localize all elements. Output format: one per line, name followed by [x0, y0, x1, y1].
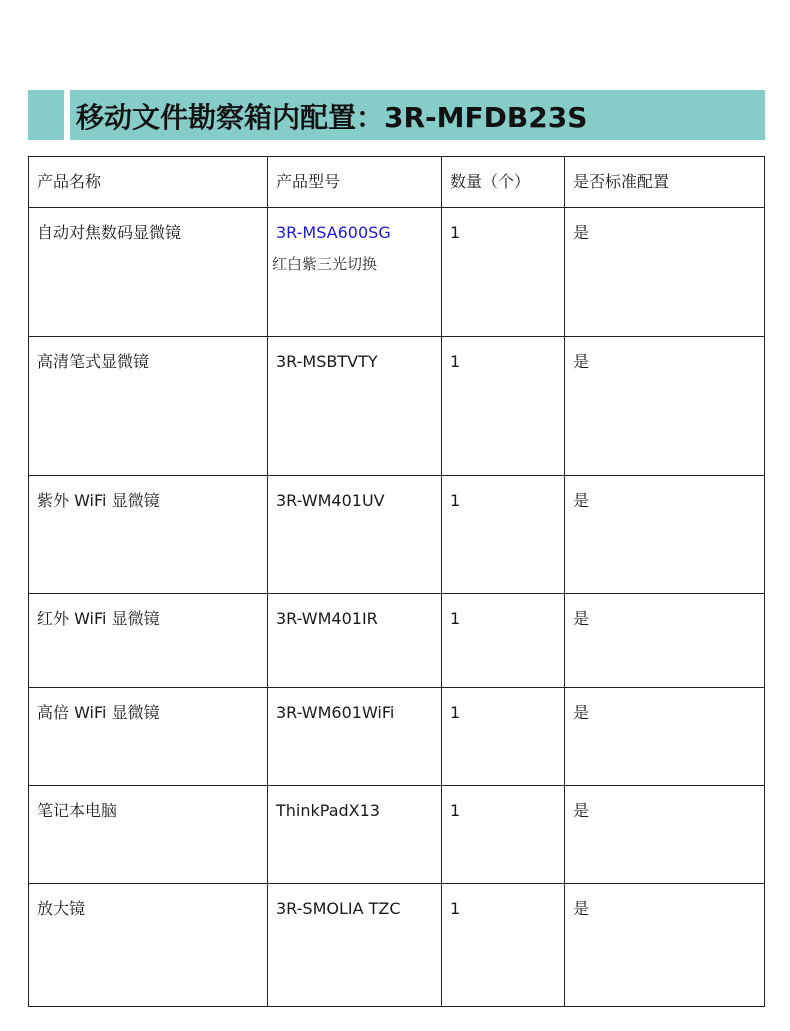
- cell-product-model: 3R-WM401IR: [268, 594, 442, 688]
- header-standard-config: 是否标准配置: [565, 157, 765, 208]
- table-row: [29, 476, 765, 594]
- cell-product-name: 红外 WiFi 显微镜: [29, 594, 268, 688]
- configuration-table: [28, 156, 765, 1007]
- cell-product-model: [268, 208, 442, 337]
- cell-quantity: 1: [442, 594, 565, 688]
- model-note: 红白紫三光切换: [272, 255, 378, 273]
- cell-product-model: 3R-WM401UV: [268, 476, 442, 594]
- cell-product-name: 自动对焦数码显微镜: [29, 208, 268, 337]
- cell-quantity: 1: [442, 337, 565, 476]
- page-title: 移动文件勘察箱内配置：3R-MFDB23S: [76, 101, 588, 134]
- cell-product-model: 3R-SMOLIA TZC: [268, 884, 442, 1007]
- cell-product-model: 3R-MSBTVTY: [268, 337, 442, 476]
- cell-product-name: 放大镜: [29, 884, 268, 1007]
- cell-standard: 是: [565, 337, 765, 476]
- table-header-row: [29, 157, 765, 208]
- table-row: [29, 594, 765, 688]
- cell-product-model: 3R-WM601WiFi: [268, 688, 442, 786]
- table-row: [29, 688, 765, 786]
- cell-product-model: ThinkPadX13: [268, 786, 442, 884]
- table-row: [29, 884, 765, 1007]
- cell-product-name: 高倍 WiFi 显微镜: [29, 688, 268, 786]
- cell-quantity: 1: [442, 476, 565, 594]
- header-product-name: 产品名称: [29, 157, 268, 208]
- cell-product-name: 高清笔式显微镜: [29, 337, 268, 476]
- cell-standard: 是: [565, 476, 765, 594]
- cell-quantity: 1: [442, 208, 565, 337]
- cell-standard: 是: [565, 884, 765, 1007]
- table-row: [29, 208, 765, 337]
- header-quantity: 数量（个）: [442, 157, 565, 208]
- cell-standard: 是: [565, 208, 765, 337]
- table-row: [29, 786, 765, 884]
- model-link[interactable]: 3R-MSA600SG: [276, 223, 391, 242]
- cell-product-name: 笔记本电脑: [29, 786, 268, 884]
- title-accent-bar: [64, 90, 70, 140]
- cell-standard: 是: [565, 786, 765, 884]
- cell-quantity: 1: [442, 884, 565, 1007]
- table-row: [29, 337, 765, 476]
- cell-quantity: 1: [442, 688, 565, 786]
- header-product-model: 产品型号: [268, 157, 442, 208]
- cell-standard: 是: [565, 688, 765, 786]
- cell-standard: 是: [565, 594, 765, 688]
- cell-quantity: 1: [442, 786, 565, 884]
- cell-product-name: 紫外 WiFi 显微镜: [29, 476, 268, 594]
- title-banner: [28, 90, 765, 140]
